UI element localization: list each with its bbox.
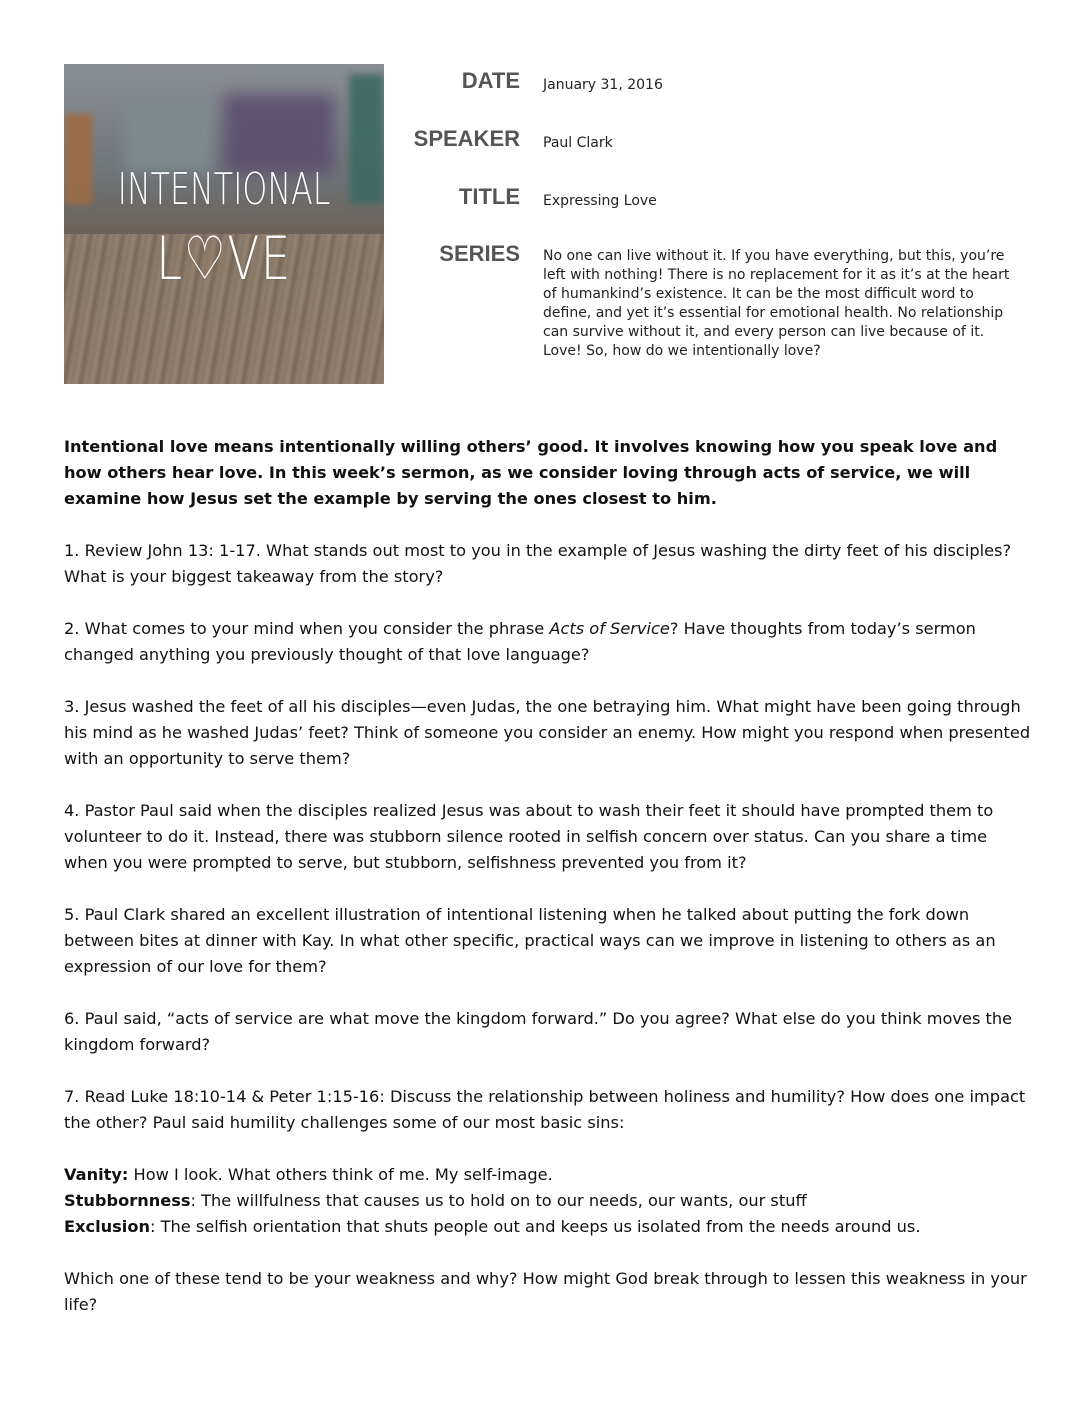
sin-description: How I look. What others think of me. My self-image.	[128, 1165, 553, 1184]
question-2-text: 2. What comes to your mind when you consider the phrase	[64, 619, 550, 638]
question-4: 4. Pastor Paul said when the disciples realized Jesus was about to wash their feet it should have prompted them to volunteer to do it. Instead, there was stubborn silence rooted in selfish concern over status. Can you share a time when you were prompted to serve, but stubborn, selfishness prevented you from it?	[64, 801, 994, 872]
sin-term: Stubbornness	[64, 1191, 191, 1210]
series-label: SERIES	[439, 241, 520, 266]
series-cover-image	[64, 64, 384, 384]
question-2	[64, 616, 1034, 668]
date-value: January 31, 2016	[543, 77, 663, 93]
question-1: 1. Review John 13: 1-17. What stands out most to you in the example of Jesus washing the dirty feet of his disciples? What is your biggest takeaway from the story?	[64, 541, 1012, 586]
title-label: TITLE	[458, 184, 520, 209]
cover-blur-block	[124, 102, 214, 172]
title-value: Expressing Love	[543, 193, 657, 209]
cover-blur-block	[349, 74, 384, 204]
cover-blur-block	[224, 94, 334, 174]
sin-description: : The willfulness that causes us to hold on to our needs, our wants, our stuff	[190, 1191, 807, 1210]
study-guide-body	[64, 434, 1034, 1344]
question-6: 6. Paul said, “acts of service are what move the kingdom forward.” Do you agree? What else do you think moves the kingdom forward?	[64, 1009, 1013, 1054]
question-5: 5. Paul Clark shared an excellent illustration of intentional listening when he talked about putting the fork down between bites at dinner with Kay. In what other specific, practical ways can we improve in listening to others as an expression of our love for them?	[64, 905, 996, 976]
sin-stubbornness	[64, 1188, 1034, 1214]
sin-description: : The selfish orientation that shuts people out and keeps us isolated from the needs around us.	[150, 1217, 921, 1236]
sins-list	[64, 1162, 1034, 1240]
intro-paragraph: Intentional love means intentionally willing others’ good. It involves knowing how you speak love and how others hear love. In this week’s sermon, as we consider loving through acts of service, we will examine how Jesus set the example by serving the ones closest to him.	[64, 437, 998, 508]
sin-vanity	[64, 1162, 1034, 1188]
sin-term: Vanity:	[64, 1165, 129, 1184]
speaker-value: Paul Clark	[543, 135, 613, 151]
sin-term: Exclusion	[64, 1217, 150, 1236]
cover-title-line2: L♡VE	[156, 224, 292, 294]
speaker-label: SPEAKER	[413, 126, 520, 151]
cover-blur-block	[64, 114, 92, 204]
series-value: No one can live without it. If you have everything, but this, you’re left with nothing! There is no replacement for it as it’s at the heart of humankind’s existence. It can be the most difficult word to define, and yet it’s essential for emotional health. No relationship can survive without it, and every person can live because of it. Love! So, how do we intentionally love?	[543, 248, 1010, 359]
closing-question: Which one of these tend to be your weakness and why? How might God break through to lessen this weakness in your life?	[64, 1269, 1027, 1314]
question-2-emphasis: Acts of Service	[549, 619, 670, 638]
cover-title-line1: INTENTIONAL	[117, 164, 331, 215]
sin-exclusion	[64, 1214, 1034, 1240]
date-label: DATE	[461, 68, 520, 93]
question-7: 7. Read Luke 18:10-14 & Peter 1:15-16: Discuss the relationship between holiness and humility? How does one impact the other? Paul said humility challenges some of our most basic sins:	[64, 1087, 1026, 1132]
question-2-text-end: ? Have thoughts from today’s sermon changed anything you previously thought of that love language?	[64, 619, 976, 664]
question-3: 3. Jesus washed the feet of all his disciples—even Judas, the one betraying him. What might have been going through his mind as he washed Judas’ feet? Think of someone you consider an enemy. How might you respond when presented with an opportunity to serve them?	[64, 697, 1031, 768]
